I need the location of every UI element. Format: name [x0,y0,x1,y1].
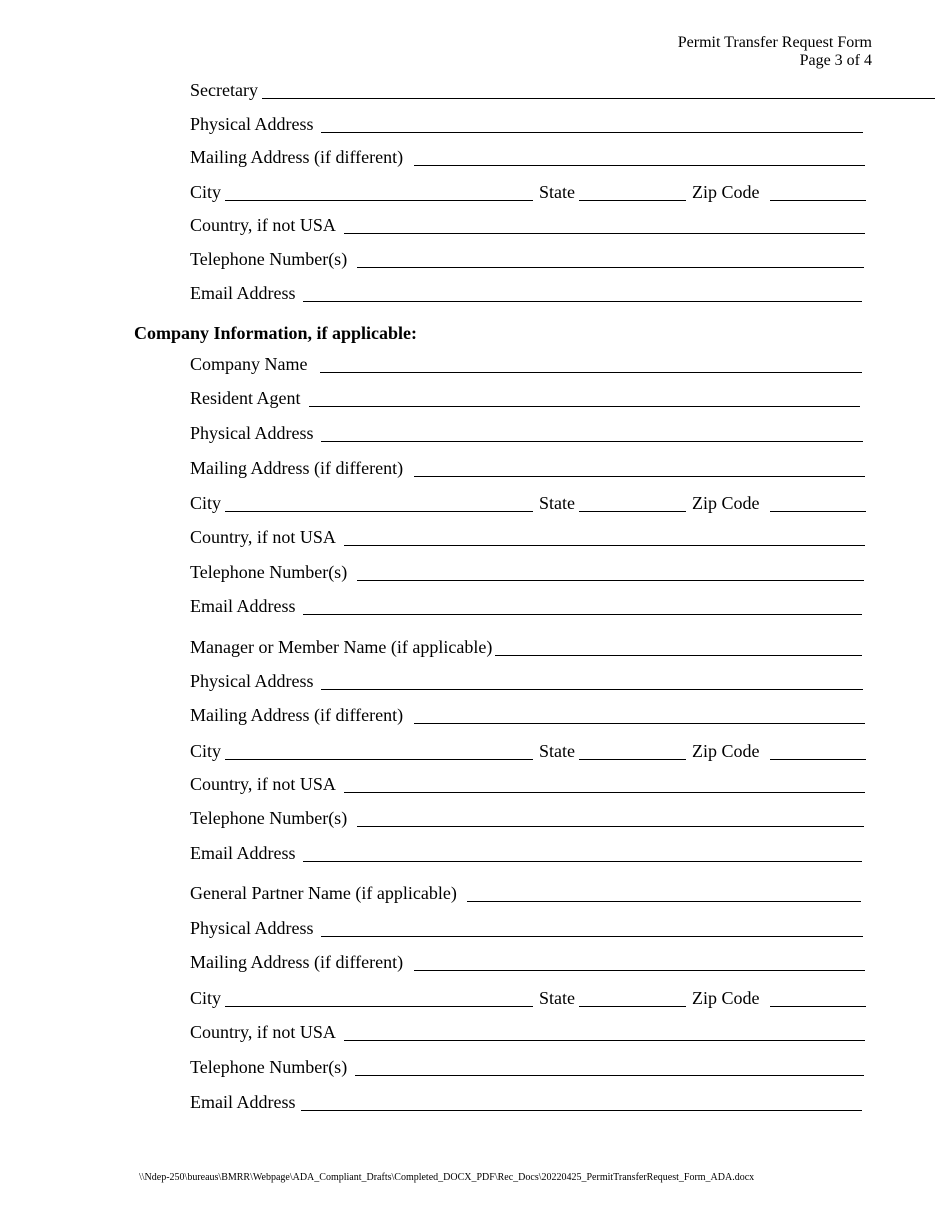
telephone-label: Telephone Number(s) [190,249,348,269]
telephone-label: Telephone Number(s) [190,1057,348,1077]
manager-mailing-address-field[interactable] [414,723,865,724]
telephone-label: Telephone Number(s) [190,562,348,582]
zip-code-label: Zip Code [692,182,760,202]
general-partner-label: General Partner Name (if applicable) [190,883,457,903]
email-label: Email Address [190,283,296,303]
manager-city-field[interactable] [225,759,533,760]
city-label: City [190,988,222,1008]
physical-address-label: Physical Address [190,918,314,938]
company-state-field[interactable] [579,511,686,512]
state-label: State [539,493,575,513]
manager-physical-address-field[interactable] [321,689,863,690]
secretary-mailing-address-field[interactable] [414,165,865,166]
secretary-zip-field[interactable] [770,200,866,201]
page-number: Page 3 of 4 [799,52,872,69]
state-label: State [539,988,575,1008]
city-label: City [190,741,222,761]
manager-member-field[interactable] [495,655,862,656]
company-info-heading: Company Information, if applicable: [134,323,418,343]
mailing-address-label: Mailing Address (if different) [190,705,404,725]
manager-country-field[interactable] [344,792,865,793]
resident-agent-label: Resident Agent [190,388,301,408]
partner-city-field[interactable] [225,1006,533,1007]
email-label: Email Address [190,843,296,863]
company-email-field[interactable] [303,614,862,615]
secretary-state-field[interactable] [579,200,686,201]
company-name-label: Company Name [190,354,308,374]
physical-address-label: Physical Address [190,671,314,691]
secretary-city-field[interactable] [225,200,533,201]
manager-telephone-field[interactable] [357,826,864,827]
secretary-telephone-field[interactable] [357,267,864,268]
secretary-email-field[interactable] [303,301,862,302]
page-header [678,34,872,70]
company-city-field[interactable] [225,511,533,512]
manager-zip-field[interactable] [770,759,866,760]
form-title: Permit Transfer Request Form [677,34,872,51]
footer-file-path: \\Ndep-250\bureaus\BMRR\Webpage\ADA_Compliant_Drafts\Completed_DOCX_PDF\Rec_Docs\20220425_PermitTransferRequest_Form_ADA.docx [139,1172,755,1183]
partner-state-field[interactable] [579,1006,686,1007]
email-label: Email Address [190,1092,296,1112]
manager-state-field[interactable] [579,759,686,760]
company-zip-field[interactable] [770,511,866,512]
secretary-field[interactable] [262,98,935,99]
partner-telephone-field[interactable] [355,1075,864,1076]
physical-address-label: Physical Address [190,114,314,134]
manager-email-field[interactable] [303,861,862,862]
company-mailing-address-field[interactable] [414,476,865,477]
mailing-address-label: Mailing Address (if different) [190,952,404,972]
partner-zip-field[interactable] [770,1006,866,1007]
manager-member-label: Manager or Member Name (if applicable) [190,637,493,657]
country-label: Country, if not USA [190,774,336,794]
mailing-address-label: Mailing Address (if different) [190,147,404,167]
country-label: Country, if not USA [190,1022,336,1042]
telephone-label: Telephone Number(s) [190,808,348,828]
state-label: State [539,182,575,202]
partner-physical-address-field[interactable] [321,936,863,937]
resident-agent-field[interactable] [309,406,860,407]
partner-country-field[interactable] [344,1040,865,1041]
zip-code-label: Zip Code [692,741,760,761]
company-name-field[interactable] [320,372,862,373]
company-country-field[interactable] [344,545,865,546]
city-label: City [190,493,222,513]
state-label: State [539,741,575,761]
city-label: City [190,182,222,202]
company-physical-address-field[interactable] [321,441,863,442]
zip-code-label: Zip Code [692,493,760,513]
general-partner-field[interactable] [467,901,861,902]
physical-address-label: Physical Address [190,423,314,443]
partner-email-field[interactable] [301,1110,862,1111]
company-telephone-field[interactable] [357,580,864,581]
mailing-address-label: Mailing Address (if different) [190,458,404,478]
email-label: Email Address [190,596,296,616]
zip-code-label: Zip Code [692,988,760,1008]
country-label: Country, if not USA [190,215,336,235]
secretary-physical-address-field[interactable] [321,132,863,133]
secretary-label: Secretary [190,80,258,100]
country-label: Country, if not USA [190,527,336,547]
secretary-country-field[interactable] [344,233,865,234]
partner-mailing-address-field[interactable] [414,970,865,971]
